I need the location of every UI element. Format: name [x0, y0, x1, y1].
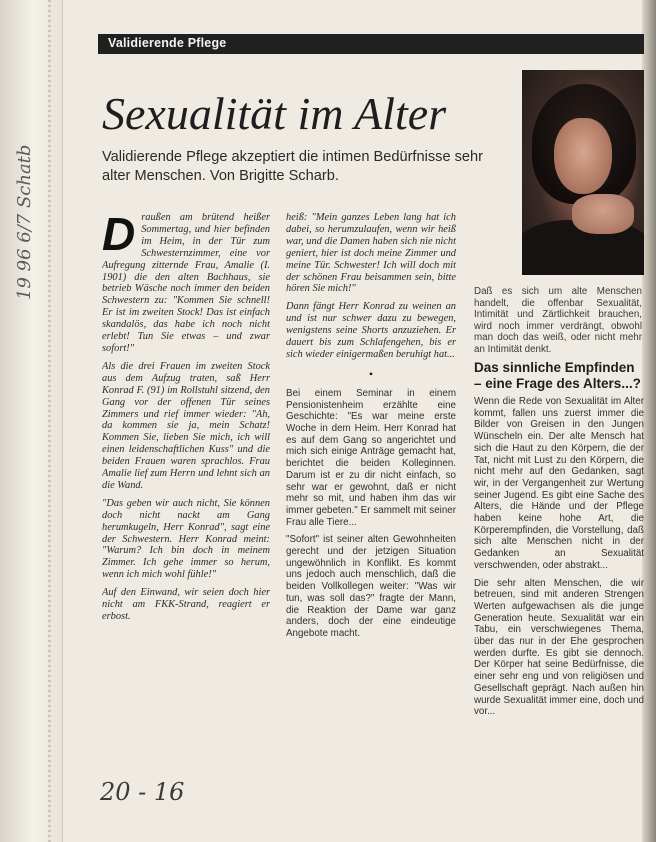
- handwritten-page-number: 20 - 16: [100, 778, 185, 806]
- col2-paragraph-2: Dann fängt Herr Konrad zu weinen an und ist nur schwer dazu zu bewegen, wenigstens seine Shorts anzuziehen. Er dauert bis zum Schlafengehen, bis er sich wieder einigermaßen beruhigt hat...: [286, 301, 456, 360]
- col2-paragraph-3: Bei einem Seminar in einem Pensionistenheim erzählte eine Geschichte: "Es war meine erste Woche in dem Heim. Herr Konrad hat es auf dem Gang so angerichtet und mich sich einige Anträge gemacht hat, berichtet die beiden Kolleginnen. Darum ist er zu dir nicht einfach, so sehr war er gewohnt, daß er nicht mehr so mit, und haben ihm das wir immer gebeten." Er sammelt mit seiner Frau alle Tiere...: [286, 387, 456, 528]
- section-label: Validierende Pflege: [108, 36, 227, 50]
- article-column-2: [286, 212, 456, 792]
- handwritten-note: 19 96 6/7 Schatb: [14, 144, 35, 300]
- col2-paragraph-1: heiß: "Mein ganzes Leben lang hat ich dabei, so herumzulaufen, wenn wir heiß war, und die Damen haben sich nie nicht geniert, hier ist doch meine Zimmer und meine Tür. Schwester! Ich will doch mit der schönen Frau beisammen sein, bitte hören Sie mich!": [286, 212, 456, 295]
- section-divider-dot: •: [368, 366, 374, 381]
- portrait-hand: [572, 194, 634, 234]
- col2-paragraph-4: "Sofort" ist seiner alten Gewohnheiten gerecht und der jetzigen Situation ungewöhnlich in Konflikt. Es kommt uns jedoch auch menschlich, daß die beiden Vollkollegen weiter: "Was wir tun, was soll das?" fragte der Mann, die Reaktion der Dame war ganz anders, doch der eine eindeutige Angebote macht.: [286, 534, 456, 639]
- col1-paragraph-2: Als die drei Frauen im zweiten Stock aus dem Aufzug traten, saß Herr Konrad F. (91) im Rollstuhl sitzend, den Gang vor der offenen Tür seines Zimmers und rief immer wieder: "Ah, da kommen sie ja, mein Schatz! Kommen Sie, lieben Sie mich, ich will einen leidenschaftlichen Kuss" und die beiden Frauen waren sprachlos. Frau Amalie lief zum Herrn und lehnt sich an die Wand.: [102, 360, 270, 491]
- col1-paragraph-1: raußen am brütend heißer Sommertag, und hier befinden im Heim, in der Tür zum Schwesternzimmer, eine vor Aufregung zitternde Frau, Amalie (I. 1901) die den alten Bachhaus, sie betrieb Wäsche noch immer den beiden Schwestern zu: "Kommen Sie schnell! Er ist im zweiten Stock! Das ist einfach skandalös, das habe ich noch nicht erlebt! Tun Sie etwas – und zwar sofort!": [102, 212, 270, 354]
- author-portrait-photo: [522, 70, 644, 275]
- portrait-face: [554, 118, 612, 194]
- col1-paragraph-3: "Das geben wir auch nicht, Sie können doch nicht nackt am Gang herumkugeln, Herr Konrad", sagt eine der Schwestern. Herr Konrad meint: "Warum? Ich bin doch in meinem Zimmer. Ich gehe immer so herum, wenn ich mich wohl fühle!": [102, 497, 270, 581]
- photo-caption: Daß es sich um alte Menschen handelt, die offenbar Sexualität, Intimität und Zärtlichkeit brauchen, wird noch immer verdrängt, obwohl man doch das weiß, oder nicht mehr an Intimität denkt.: [474, 286, 642, 355]
- section-header-bar: [98, 34, 644, 54]
- col3-paragraph-2: Die sehr alten Menschen, die wir betreuen, sind mit anderen Strengen Werten aufgewachsen als die junge Generation heute. Sexualität war ein Tabu, ein verschwiegenes Thema, über das nur in der Ehe gesprochen werden durfte. Es gibt sie dennoch. Der Körper hat seine Bedürfnisse, die einer sehr eng und von religiösen und Gesellschaft geprägt. Nach außen hin wurde Sexualität immer eine, doch und vor...: [474, 577, 644, 718]
- col1-paragraph-4: Auf den Einwand, wir seien doch hier nicht am FKK-Strand, reagiert er erbost.: [102, 587, 270, 622]
- article-title: Sexualität im Alter: [102, 88, 447, 139]
- col3-paragraph-1: Wenn die Rede von Sexualität im Alter kommt, fallen uns zuerst immer die Bilder von Greisen in den Jungen Wünscheln ein. Der alte Mensch hat sich die Haut zu den Körpern, die der Tat, nicht mit Lust zu den Körpern, die nicht mehr auf den Gedanken, sagt wir, in der Vergangenheit zur Wertung seiner Jugend. Es gibt eine Sache des Alters, die Hände und der Pflege haben keine hohe Art, die Körperempfinden, die Vorstellung, daß sich alte Menschen nicht in der Gedanken an Sexualität verschwenden, oder abstrakt...: [474, 396, 644, 571]
- article-column-1: [102, 212, 270, 772]
- page-shadow: [642, 0, 656, 842]
- page-edge-stack: [48, 0, 51, 842]
- drop-cap: D: [102, 212, 136, 260]
- article-subtitle: Validierende Pflege akzeptiert die intimen Bedürfnisse sehr alter Menschen. Von Brigitte Scharb.: [102, 149, 484, 184]
- page-binding: [0, 0, 63, 842]
- article-column-3: [474, 396, 644, 794]
- section-subhead: Das sinnliche Empfinden – eine Frage des Alters...?: [474, 360, 641, 391]
